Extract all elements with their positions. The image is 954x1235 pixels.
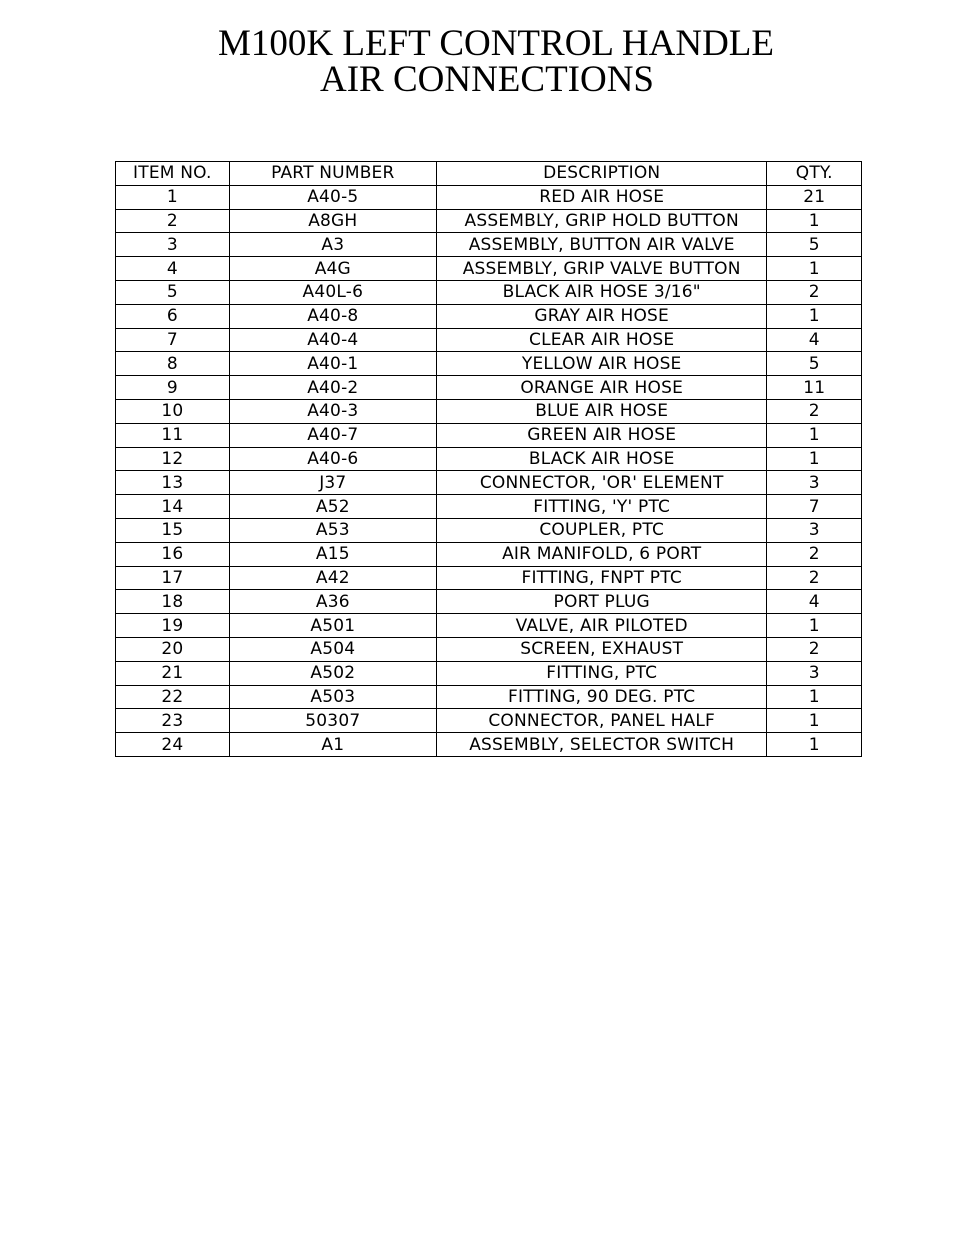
cell-description: ORANGE AIR HOSE	[436, 376, 767, 400]
table-row	[116, 709, 862, 733]
cell-qty: 1	[767, 304, 862, 328]
cell-item-no: 18	[116, 590, 230, 614]
cell-part-number: A502	[229, 661, 436, 685]
cell-qty: 2	[767, 399, 862, 423]
header-item-no: ITEM NO.	[116, 162, 230, 186]
cell-description: BLUE AIR HOSE	[436, 399, 767, 423]
cell-item-no: 23	[116, 709, 230, 733]
bill-of-materials-table	[115, 161, 862, 757]
cell-description: ASSEMBLY, GRIP HOLD BUTTON	[436, 209, 767, 233]
header-part-number: PART NUMBER	[229, 162, 436, 186]
cell-part-number: A3	[229, 233, 436, 257]
cell-qty: 5	[767, 233, 862, 257]
cell-part-number: 50307	[229, 709, 436, 733]
table-row	[116, 495, 862, 519]
table-row	[116, 233, 862, 257]
cell-item-no: 8	[116, 352, 230, 376]
header-qty: QTY.	[767, 162, 862, 186]
cell-part-number: A40-7	[229, 423, 436, 447]
table-row	[116, 566, 862, 590]
cell-part-number: J37	[229, 471, 436, 495]
cell-qty: 5	[767, 352, 862, 376]
cell-description: GREEN AIR HOSE	[436, 423, 767, 447]
page-title-line-2: AIR CONNECTIONS	[319, 59, 655, 100]
cell-description: FITTING, 90 DEG. PTC	[436, 685, 767, 709]
cell-description: CLEAR AIR HOSE	[436, 328, 767, 352]
header-description: DESCRIPTION	[436, 162, 767, 186]
cell-item-no: 13	[116, 471, 230, 495]
cell-item-no: 17	[116, 566, 230, 590]
cell-part-number: A503	[229, 685, 436, 709]
cell-part-number: A504	[229, 637, 436, 661]
cell-part-number: A52	[229, 495, 436, 519]
table-row	[116, 399, 862, 423]
table-row	[116, 209, 862, 233]
cell-item-no: 21	[116, 661, 230, 685]
table-row	[116, 280, 862, 304]
table-row	[116, 614, 862, 638]
table-row	[116, 328, 862, 352]
table-row	[116, 447, 862, 471]
cell-item-no: 11	[116, 423, 230, 447]
table-row	[116, 542, 862, 566]
cell-item-no: 15	[116, 518, 230, 542]
cell-qty: 4	[767, 590, 862, 614]
cell-description: YELLOW AIR HOSE	[436, 352, 767, 376]
table-row	[116, 376, 862, 400]
cell-qty: 1	[767, 423, 862, 447]
cell-part-number: A40-3	[229, 399, 436, 423]
cell-item-no: 6	[116, 304, 230, 328]
cell-description: CONNECTOR, PANEL HALF	[436, 709, 767, 733]
cell-item-no: 4	[116, 257, 230, 281]
cell-item-no: 1	[116, 185, 230, 209]
cell-description: CONNECTOR, 'OR' ELEMENT	[436, 471, 767, 495]
cell-item-no: 10	[116, 399, 230, 423]
page-title-line-1: M100K LEFT CONTROL HANDLE	[217, 23, 774, 64]
cell-part-number: A40-2	[229, 376, 436, 400]
cell-description: RED AIR HOSE	[436, 185, 767, 209]
cell-qty: 1	[767, 257, 862, 281]
cell-item-no: 24	[116, 733, 230, 757]
cell-qty: 4	[767, 328, 862, 352]
cell-item-no: 3	[116, 233, 230, 257]
cell-part-number: A40-4	[229, 328, 436, 352]
table-row	[116, 471, 862, 495]
cell-qty: 2	[767, 566, 862, 590]
cell-part-number: A501	[229, 614, 436, 638]
cell-qty: 1	[767, 447, 862, 471]
cell-item-no: 16	[116, 542, 230, 566]
cell-part-number: A42	[229, 566, 436, 590]
cell-description: GRAY AIR HOSE	[436, 304, 767, 328]
table-row	[116, 185, 862, 209]
cell-item-no: 7	[116, 328, 230, 352]
cell-item-no: 9	[116, 376, 230, 400]
cell-part-number: A8GH	[229, 209, 436, 233]
cell-qty: 2	[767, 542, 862, 566]
cell-part-number: A4G	[229, 257, 436, 281]
table-row	[116, 733, 862, 757]
cell-part-number: A40-1	[229, 352, 436, 376]
cell-item-no: 2	[116, 209, 230, 233]
cell-description: FITTING, PTC	[436, 661, 767, 685]
cell-part-number: A1	[229, 733, 436, 757]
table-row	[116, 590, 862, 614]
cell-part-number: A53	[229, 518, 436, 542]
cell-qty: 3	[767, 471, 862, 495]
cell-part-number: A40-5	[229, 185, 436, 209]
page-title	[0, 23, 954, 100]
cell-description: VALVE, AIR PILOTED	[436, 614, 767, 638]
cell-description: AIR MANIFOLD, 6 PORT	[436, 542, 767, 566]
cell-qty: 1	[767, 209, 862, 233]
cell-part-number: A40-8	[229, 304, 436, 328]
cell-qty: 1	[767, 733, 862, 757]
cell-description: BLACK AIR HOSE 3/16"	[436, 280, 767, 304]
cell-description: PORT PLUG	[436, 590, 767, 614]
table-row	[116, 661, 862, 685]
cell-description: FITTING, FNPT PTC	[436, 566, 767, 590]
table-row	[116, 637, 862, 661]
table-row	[116, 685, 862, 709]
cell-item-no: 14	[116, 495, 230, 519]
cell-description: SCREEN, EXHAUST	[436, 637, 767, 661]
cell-part-number: A40-6	[229, 447, 436, 471]
cell-part-number: A36	[229, 590, 436, 614]
cell-item-no: 20	[116, 637, 230, 661]
cell-item-no: 19	[116, 614, 230, 638]
cell-qty: 7	[767, 495, 862, 519]
table-row	[116, 257, 862, 281]
cell-qty: 1	[767, 685, 862, 709]
cell-part-number: A15	[229, 542, 436, 566]
table-body	[116, 185, 862, 756]
cell-part-number: A40L-6	[229, 280, 436, 304]
cell-description: ASSEMBLY, GRIP VALVE BUTTON	[436, 257, 767, 281]
cell-item-no: 5	[116, 280, 230, 304]
cell-item-no: 12	[116, 447, 230, 471]
cell-description: FITTING, 'Y' PTC	[436, 495, 767, 519]
cell-item-no: 22	[116, 685, 230, 709]
cell-qty: 1	[767, 709, 862, 733]
cell-qty: 2	[767, 280, 862, 304]
table-row	[116, 304, 862, 328]
cell-qty: 11	[767, 376, 862, 400]
table-row	[116, 423, 862, 447]
table-row	[116, 352, 862, 376]
cell-qty: 3	[767, 661, 862, 685]
table-row	[116, 518, 862, 542]
cell-qty: 3	[767, 518, 862, 542]
table-header-row	[116, 162, 862, 186]
cell-description: ASSEMBLY, BUTTON AIR VALVE	[436, 233, 767, 257]
cell-qty: 2	[767, 637, 862, 661]
cell-description: ASSEMBLY, SELECTOR SWITCH	[436, 733, 767, 757]
cell-qty: 1	[767, 614, 862, 638]
cell-description: BLACK AIR HOSE	[436, 447, 767, 471]
cell-description: COUPLER, PTC	[436, 518, 767, 542]
cell-qty: 21	[767, 185, 862, 209]
